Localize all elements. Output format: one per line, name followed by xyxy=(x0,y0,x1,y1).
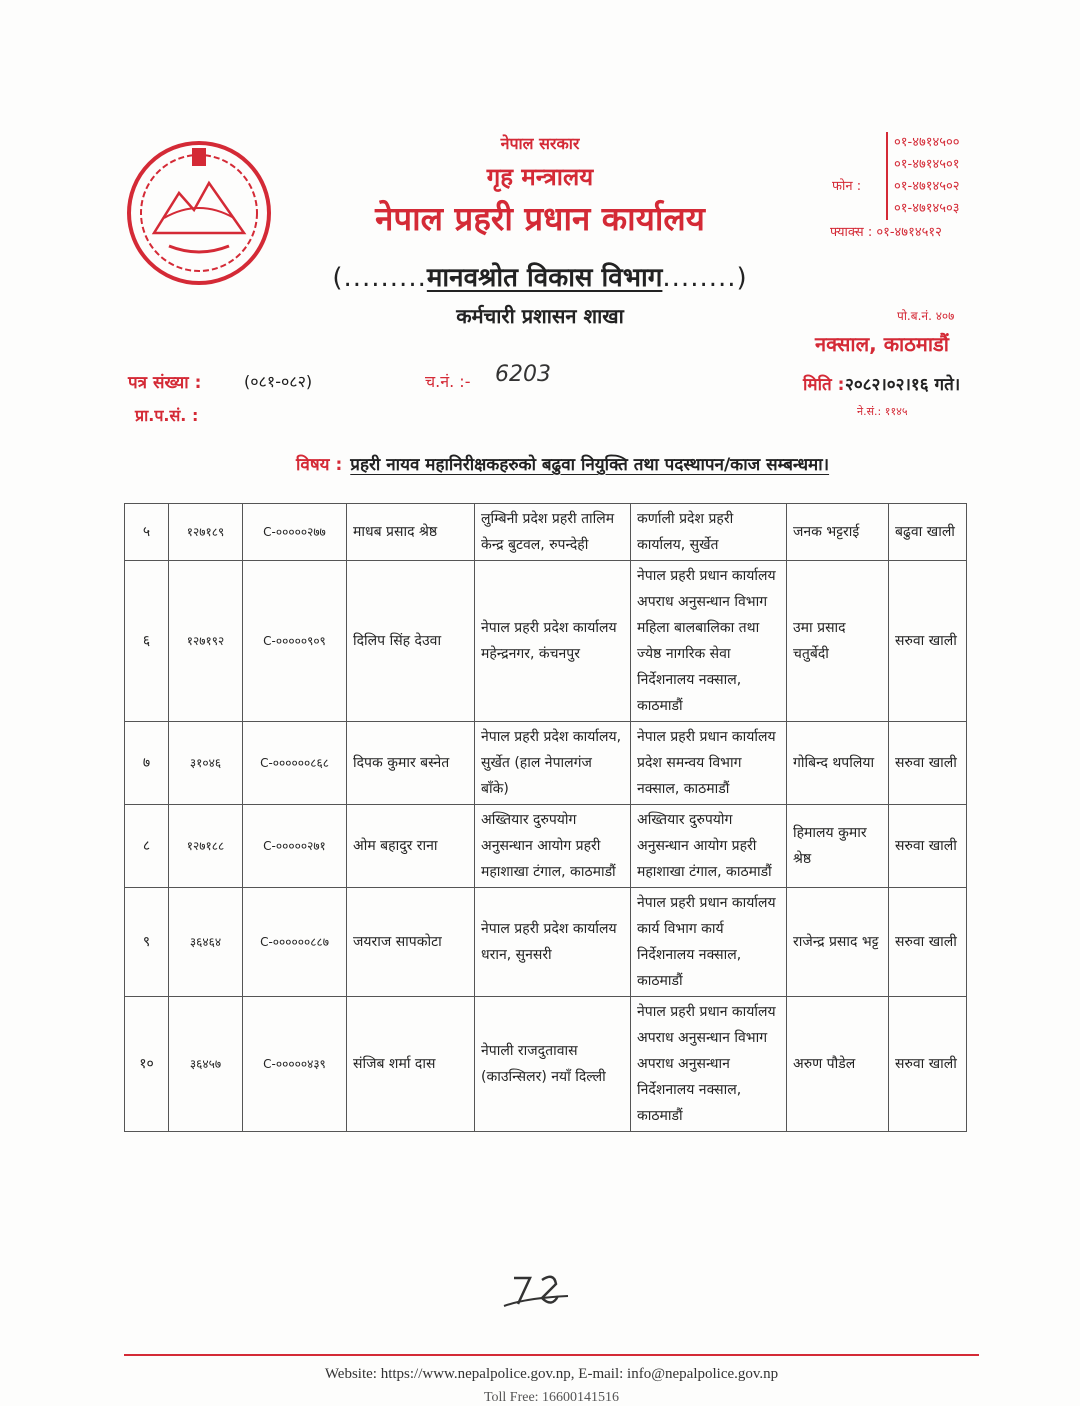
current-posting: अख्तियार दुरुपयोग अनुसन्धान आयोग प्रहरी महाशाखा टंगाल, काठमाडौं xyxy=(475,805,631,888)
new-posting: नेपाल प्रहरी प्रधान कार्यालय प्रदेश समन्वय विभाग नक्साल, काठमाडौं xyxy=(631,722,787,805)
replaced-officer: अरुण पौडेल xyxy=(787,997,889,1132)
po-box: पो.ब.नं. ४०७ xyxy=(897,309,955,323)
table-row xyxy=(125,504,967,561)
employee-id: C-००००००८८७ xyxy=(243,888,347,997)
department-line xyxy=(300,258,780,294)
table-row xyxy=(125,722,967,805)
new-posting: नेपाल प्रहरी प्रधान कार्यालय अपराध अनुसन्धान विभाग अपराध अनुसन्धान निर्देशनालय नक्साल, काठमाडौं xyxy=(631,997,787,1132)
serial-number: ६ xyxy=(125,561,169,722)
department-name: मानवश्रोत विकास विभाग xyxy=(426,263,663,293)
employee-id: C-०००००९०९ xyxy=(243,561,347,722)
signature-mark xyxy=(496,1268,576,1316)
footer-divider xyxy=(124,1354,979,1356)
employee-code: १२७१८९ xyxy=(169,504,243,561)
employee-id: C-०००००२७७ xyxy=(243,504,347,561)
officer-name: दिलिप सिंह देउवा xyxy=(347,561,475,722)
replaced-officer: जनक भट्टराई xyxy=(787,504,889,561)
department-suffix: ........) xyxy=(662,263,748,293)
emblem-icon xyxy=(124,138,274,288)
replaced-officer: उमा प्रसाद चतुर्बेदी xyxy=(787,561,889,722)
letter-number-label: पत्र संख्या : xyxy=(128,373,202,393)
replaced-officer: राजेन्द्र प्रसाद भट्ट xyxy=(787,888,889,997)
ministry-name: गृह मन्त्रालय xyxy=(486,163,594,191)
reference-number: 6203 xyxy=(495,362,551,387)
branch-name: कर्मचारी प्रशासन शाखा xyxy=(456,304,624,328)
serial-number: ९ xyxy=(125,888,169,997)
posting-type: सरुवा खाली xyxy=(889,805,967,888)
employee-id: C-०००००४३९ xyxy=(243,997,347,1132)
new-posting: नेपाल प्रहरी प्रधान कार्यालय कार्य विभाग कार्य निर्देशनालय नक्साल, काठमाडौं xyxy=(631,888,787,997)
new-posting: अख्तियार दुरुपयोग अनुसन्धान आयोग प्रहरी महाशाखा टंगाल, काठमाडौं xyxy=(631,805,787,888)
employee-code: ३१०४६ xyxy=(169,722,243,805)
officer-name: संजिब शर्मा दास xyxy=(347,997,475,1132)
current-posting: नेपाल प्रहरी प्रदेश कार्यालय, सुर्खेत (हाल नेपालगंज बाँके) xyxy=(475,722,631,805)
footer-contact: Website: https://www.nepalpolice.gov.np, E-mail: info@nepalpolice.gov.np xyxy=(324,1366,779,1382)
serial-number: १० xyxy=(125,997,169,1132)
phone-number: ०१-४७१४५०१ xyxy=(894,157,960,172)
employee-id: C-००००००८६८ xyxy=(243,722,347,805)
subject-text: प्रहरी नायव महानिरीक्षकहरुको बढुवा नियुक्ति तथा पदस्थापन/काज सम्बन्धमा। xyxy=(350,455,830,475)
nepal-samvat-date: ने.सं.: ११४५ xyxy=(857,405,908,418)
current-posting: नेपाल प्रहरी प्रदेश कार्यालय धरान, सुनसरी xyxy=(475,888,631,997)
officer-name: दिपक कुमार बस्नेत xyxy=(347,722,475,805)
posting-type: बढुवा खाली xyxy=(889,504,967,561)
new-posting: नेपाल प्रहरी प्रधान कार्यालय अपराध अनुसन्धान विभाग महिला बालबालिका तथा ज्येष्ठ नागरिक सेवा निर्देशनालय नक्साल, काठमाडौं xyxy=(631,561,787,722)
officer-name: ओम बहादुर राना xyxy=(347,805,475,888)
government-name: नेपाल सरकार xyxy=(500,134,580,153)
employee-code: १२७१९२ xyxy=(169,561,243,722)
employee-code: ३६४५७ xyxy=(169,997,243,1132)
serial-number: ५ xyxy=(125,504,169,561)
table-row xyxy=(125,997,967,1132)
letter-number: (०८१-०८२) xyxy=(244,372,313,391)
footer-toll-free: Toll Free: 16600141516 xyxy=(483,1390,620,1405)
subject-line xyxy=(296,452,829,475)
replaced-officer: हिमालय कुमार श्रेष्ठ xyxy=(787,805,889,888)
posting-type: सरुवा खाली xyxy=(889,997,967,1132)
transfer-table xyxy=(124,503,967,1132)
posting-type: सरुवा खाली xyxy=(889,888,967,997)
office-name: नेपाल प्रहरी प्रधान कार्यालय xyxy=(375,199,705,238)
subject-label: विषय : xyxy=(296,455,343,475)
employee-code: १२७१८८ xyxy=(169,805,243,888)
phone-label: फोन : xyxy=(832,179,862,194)
office-address: नक्साल, काठमाडौं xyxy=(815,332,949,356)
table-row xyxy=(125,561,967,722)
current-posting: नेपाली राजदुतावास (काउन्सिलर) नयाँ दिल्ली xyxy=(475,997,631,1132)
pras-label: प्रा.प.सं. : xyxy=(135,406,199,425)
phone-number: ०१-४७१४५०२ xyxy=(894,179,960,194)
phone-list xyxy=(886,132,994,220)
employee-code: ३६४६४ xyxy=(169,888,243,997)
phone-number: ०१-४७१४५०३ xyxy=(894,201,960,216)
department-prefix: (......... xyxy=(332,263,427,293)
new-posting: कर्णाली प्रदेश प्रहरी कार्यालय, सुर्खेत xyxy=(631,504,787,561)
fax-number: फ्याक्स : ०१-४७१४५१२ xyxy=(830,225,942,240)
employee-id: C-०००००२७१ xyxy=(243,805,347,888)
date-label: मिति : xyxy=(803,375,845,395)
posting-type: सरुवा खाली xyxy=(889,561,967,722)
table-row xyxy=(125,888,967,997)
reference-label: च.नं. :- xyxy=(425,372,471,391)
current-posting: नेपाल प्रहरी प्रदेश कार्यालय महेन्द्रनगर, कंचनपुर xyxy=(475,561,631,722)
replaced-officer: गोबिन्द थपलिया xyxy=(787,722,889,805)
phone-number: ०१-४७१४५०० xyxy=(894,135,960,150)
serial-number: ७ xyxy=(125,722,169,805)
serial-number: ८ xyxy=(125,805,169,888)
current-posting: लुम्बिनी प्रदेश प्रहरी तालिम केन्द्र बुटवल, रुपन्देही xyxy=(475,504,631,561)
letter-date: २०८२।०२।१६ गते। xyxy=(845,375,961,395)
table-row xyxy=(125,805,967,888)
posting-type: सरुवा खाली xyxy=(889,722,967,805)
officer-name: माधब प्रसाद श्रेष्ठ xyxy=(347,504,475,561)
officer-name: जयराज सापकोटा xyxy=(347,888,475,997)
